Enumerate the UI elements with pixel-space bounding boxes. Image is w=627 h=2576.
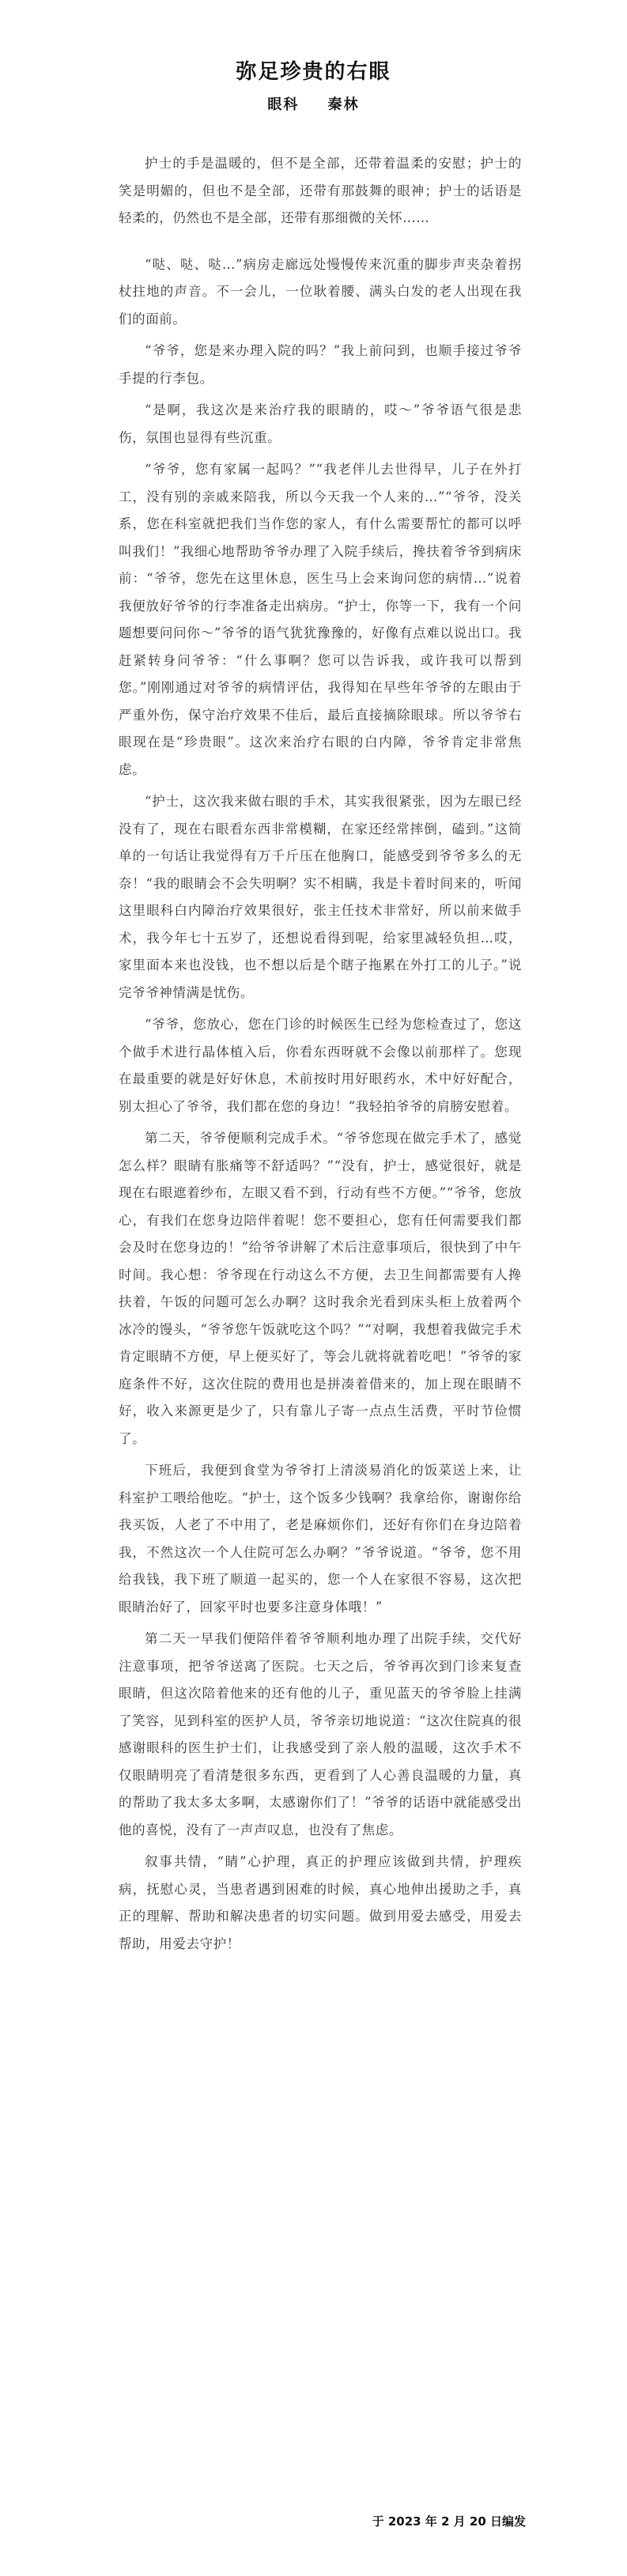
article-title: 弥足珍贵的右眼 — [236, 60, 391, 84]
paragraph: “爷爷，您放心，您在门诊的时候医生已经为您检查过了，您这个做手术进行晶体植入后，你看东西呀就不会像以前那样了。您现在最重要的就是好好休息，术前按时用好眼药水，术中好好配合，别太担心了爷爷，我们都在您的身边！”我轻拍爷爷的肩膀安慰着。 — [119, 1017, 522, 1114]
article-body — [119, 150, 522, 1962]
paragraph: 下班后，我便到食堂为爷爷打上清淡易消化的饭菜送上来，让科室护工喂给他吃。“护士，这个饭多少钱啊？我拿给你，谢谢你给我买饭，人老了不中用了，老是麻烦你们，还好有你们在身边陪着我，不然这次一个人住院可怎么办啊？”爷爷说道。“爷爷，您不用给我钱，我下班了顺道一起买的，您一个人在家很不容易，这次把眼睛治好了，回家平时也要多注意身体哦！” — [119, 1463, 522, 1615]
author-name: 秦林 — [327, 96, 360, 113]
author-department: 眼科 — [267, 96, 300, 113]
paragraph: 护士的手是温暖的，但不是全部，还带着温柔的安慰；护士的笑是明媚的，但也不是全部，还带有那鼓舞的眼神；护士的话语是轻柔的，仍然也不是全部，还带有那细微的关怀…… — [119, 156, 522, 225]
publish-date: 于 2023 年 2 月 20 日编发 — [372, 2514, 526, 2529]
paragraph: “哒、哒、哒…”病房走廊远处慢慢传来沉重的脚步声夹杂着拐杖拄地的声音。不一会儿，一位耿着腰、满头白发的老人出现在我们的面前。 — [119, 256, 522, 327]
paragraph: “爷爷，您有家属一起吗？”“我老伴儿去世得早，儿子在外打工，没有别的亲戚来陪我，所以今天我一个人来的…”“爷爷，没关系，您在科室就把我们当作您的家人，有什么需要帮忙的都可以呼叫我们！”我细心地帮助爷爷办理了入院手续后，搀扶着爷爷到病床前：“爷爷，您先在这里休息，医生马上会来询问您的病情…”说着我便放好爷爷的行李准备走出病房。“护士，你等一下，我有一个问题想要问问你～”爷爷的语气犹犹豫豫的，好像有点难以说出口。我赶紧转身问爷爷：“什么事啊？您可以告诉我，或许我可以帮到您。”刚刚通过对爷爷的病情评估，我得知在早些年爷爷的左眼由于严重外伤，保守治疗效果不佳后，最后直接摘除眼球。所以爷爷右眼现在是“珍贵眼”。这次来治疗右眼的白内障，爷爷肯定非常焦虑。 — [119, 462, 522, 777]
paragraph: “护士，这次我来做右眼的手术，其实我很紧张，因为左眼已经没有了，现在右眼看东西非常模糊，在家还经常摔倒，磕到。”这简单的一句话让我觉得有万千斤压在他胸口，能感受到爷爷多么的无奈！“我的眼睛会不会失明啊？实不相瞒，我是卡着时间来的，听闻这里眼科白内障治疗效果很好，张主任技术非常好，所以前来做手术，我今年七十五岁了，还想说看得到呢，给家里减轻负担…哎，家里面本来也没钱，也不想以后是个瞎子拖累在外打工的儿子。”说完爷爷神情满是忧伤。 — [119, 794, 522, 1000]
paragraph: 第二天，爷爷便顺利完成手术。“爷爷您现在做完手术了，感觉怎么样？眼睛有胀痛等不舒适吗？”“没有，护士，感觉很好，就是现在右眼遮着纱布，左眼又看不到，行动有些不方便。”“爷爷，您放心，有我们在您身边陪伴着呢！您不要担心，您有任何需要我们都会及时在您身边的！”给爷爷讲解了术后注意事项后，很快到了中午时间。我心想：爷爷现在行动这么不方便，去卫生间都需要有人搀扶着，午饭的问题可怎么办啊？这时我余光看到床头柜上放着两个冰冷的馒头，“爷爷您午饭就吃这个吗？”“对啊，我想着我做完手术肯定眼睛不方便，早上便买好了，等会儿就将就着吃吧！”爷爷的家庭条件不好，这次住院的费用也是拼凑着借来的，加上现在眼睛不好，收入来源更是少了，只有靠儿子寄一点点生活费，平时节俭惯了。 — [119, 1131, 522, 1446]
paragraph: “是啊，我这次是来治疗我的眼睛的，哎～”爷爷语气很是悲伤，氛围也显得有些沉重。 — [119, 402, 522, 445]
paragraph: “爷爷，您是来办理入院的吗？”我上前问到，也顺手接过爷爷手提的行李包。 — [119, 343, 522, 386]
paragraph: 第二天一早我们便陪伴着爷爷顺利地办理了出院手续，交代好注意事项，把爷爷送离了医院。七天之后，爷爷再次到门诊来复查眼睛，但这次陪着他来的还有他的儿子，重见蓝天的爷爷脸上挂满了笑容，见到科室的医护人员，爷爷亲切地说道：“这次住院真的很感谢眼科的医生护士们，让我感受到了亲人般的温暖，这次手术不仅眼睛明亮了看清楚很多东西，更看到了人心善良温暖的力量，真的帮助了我太多太多啊，太感谢你们了！”爷爷的话语中就能感受出他的喜悦，没有了一声声叹息，也没有了焦虑。 — [119, 1631, 522, 1838]
paragraph: 叙事共情，“睛”心护理，真正的护理应该做到共情，护理疾病，抚慰心灵，当患者遇到困难的时候，真心地伸出援助之手，真正的理解、帮助和解决患者的切实问题。做到用爱去感受，用爱去帮助，用爱去守护！ — [119, 1854, 522, 1951]
author-line — [0, 93, 627, 114]
